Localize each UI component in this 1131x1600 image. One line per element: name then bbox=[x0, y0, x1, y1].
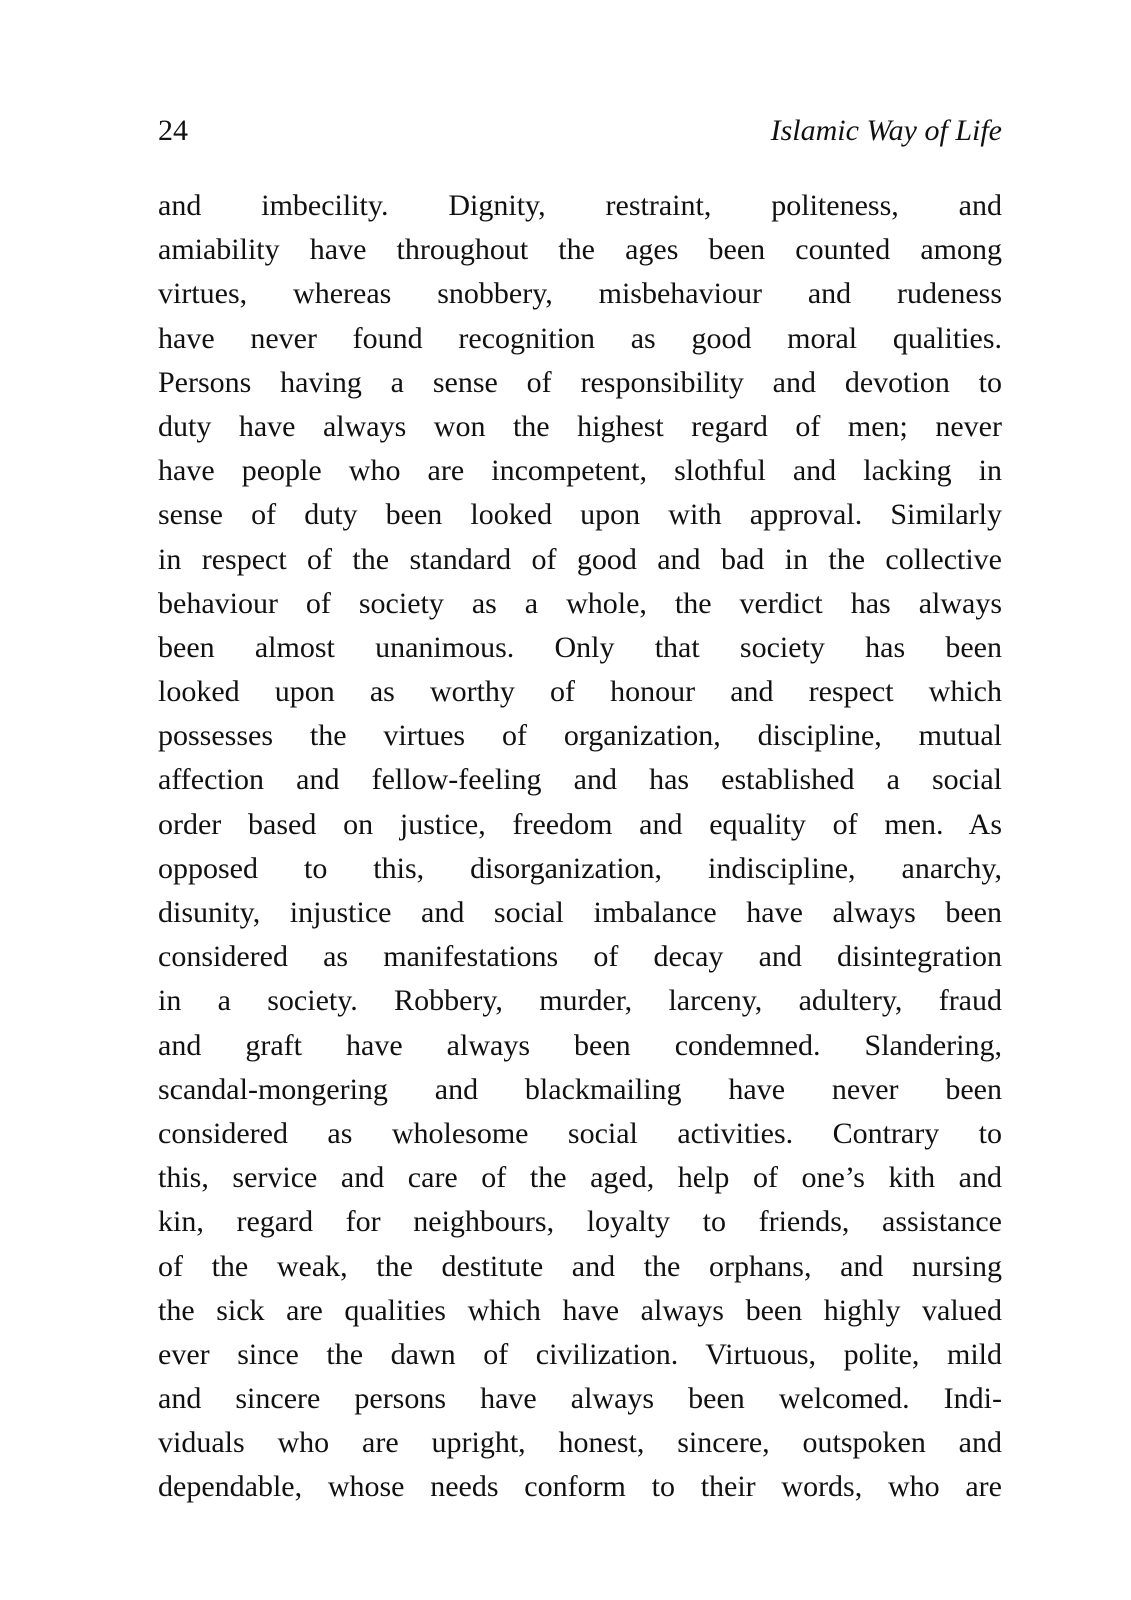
text-line: this, service and care of the aged, help of one’s kith and bbox=[158, 1161, 1002, 1195]
text-line: scandal-mongering and blackmailing have never been bbox=[158, 1072, 1002, 1106]
text-line: amiability have throughout the ages been counted among bbox=[158, 233, 1002, 267]
text-line: looked upon as worthy of honour and respect which bbox=[158, 675, 1002, 709]
page-number: 24 bbox=[158, 114, 188, 147]
text-line: duty have always won the highest regard of men; never bbox=[158, 409, 1002, 443]
text-line: kin, regard for neighbours, loyalty to friends, assistance bbox=[158, 1205, 1002, 1239]
text-line: have people who are incompetent, slothful and lacking in bbox=[158, 454, 1002, 488]
body-text bbox=[158, 184, 1002, 1510]
text-line: sense of duty been looked upon with approval. Similarly bbox=[158, 498, 1002, 532]
text-line: Persons having a sense of responsibility and devotion to bbox=[158, 365, 1002, 399]
book-title: Islamic Way of Life bbox=[770, 114, 1002, 147]
text-line: viduals who are upright, honest, sincere, outspoken and bbox=[158, 1426, 1002, 1460]
text-line: virtues, whereas snobbery, misbehaviour and rudeness bbox=[158, 277, 1002, 311]
text-line: considered as manifestations of decay and disintegration bbox=[158, 940, 1002, 974]
text-line: and graft have always been condemned. Slandering, bbox=[158, 1028, 1002, 1062]
text-line: the sick are qualities which have always been highly valued bbox=[158, 1293, 1002, 1327]
text-line: order based on justice, freedom and equality of men. As bbox=[158, 807, 1002, 841]
text-line: been almost unanimous. Only that society has been bbox=[158, 630, 1002, 664]
text-line: opposed to this, disorganization, indiscipline, anarchy, bbox=[158, 851, 1002, 885]
text-line: in respect of the standard of good and bad in the collective bbox=[158, 542, 1002, 576]
book-page bbox=[158, 108, 1002, 1510]
text-line: ever since the dawn of civilization. Virtuous, polite, mild bbox=[158, 1337, 1002, 1371]
text-line: affection and fellow-feeling and has established a social bbox=[158, 763, 1002, 797]
text-line: possesses the virtues of organization, discipline, mutual bbox=[158, 719, 1002, 753]
text-line: disunity, injustice and social imbalance have always been bbox=[158, 896, 1002, 929]
text-line: considered as wholesome social activities. Contrary to bbox=[158, 1116, 1002, 1150]
running-head bbox=[158, 108, 1002, 158]
text-line: and sincere persons have always been welcomed. Indi- bbox=[158, 1382, 1002, 1416]
text-line: behaviour of society as a whole, the verdict has always bbox=[158, 586, 1002, 620]
text-line: dependable, whose needs conform to their words, who are bbox=[158, 1470, 1002, 1504]
text-line: in a society. Robbery, murder, larceny, adultery, fraud bbox=[158, 984, 1002, 1018]
text-line: of the weak, the destitute and the orphans, and nursing bbox=[158, 1249, 1002, 1283]
text-line: have never found recognition as good moral qualities. bbox=[158, 321, 1002, 355]
text-line: and imbecility. Dignity, restraint, politeness, and bbox=[158, 189, 1002, 222]
